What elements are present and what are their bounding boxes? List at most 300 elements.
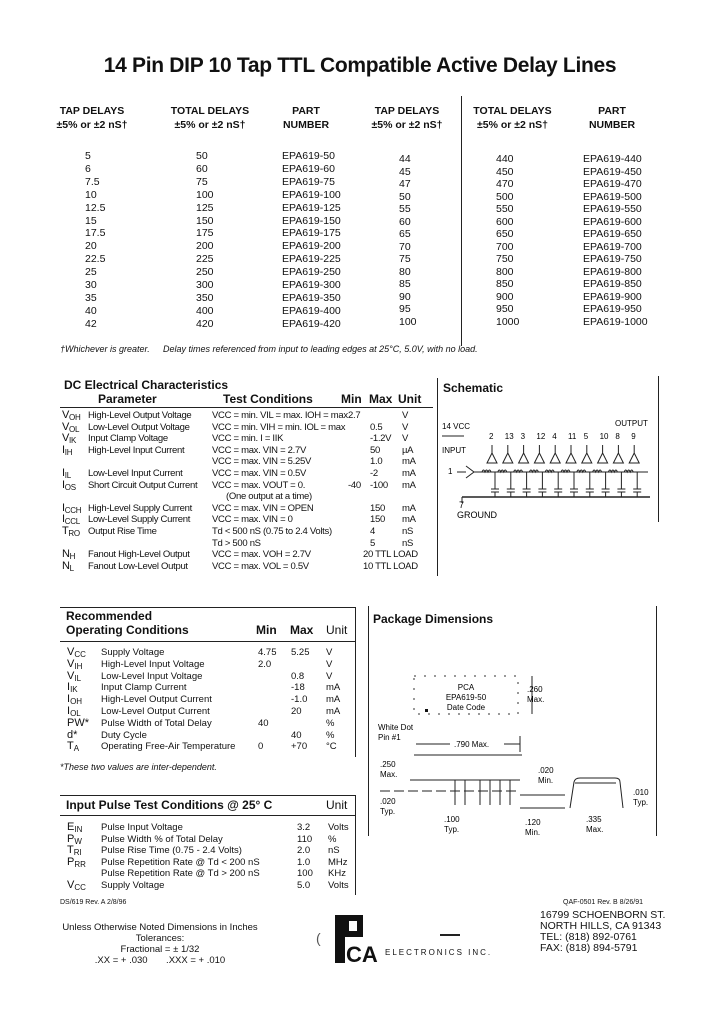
dc-parameter: High-Level Input Current: [88, 444, 185, 456]
part-number: EPA619-700: [583, 240, 642, 253]
pulse-unit: nS: [328, 845, 340, 856]
pulse-value: 5.0: [297, 879, 311, 891]
total-delay: 470: [496, 178, 514, 190]
symbol: [67, 844, 82, 856]
total-delay: 420: [196, 317, 214, 330]
symbol-base: T: [67, 844, 74, 856]
pulse-symbol: [67, 845, 82, 856]
symbol-base: N: [62, 548, 70, 561]
roc-right-rule: [355, 607, 356, 757]
roc-unit: %: [326, 729, 335, 741]
roc-symbol: [67, 706, 81, 717]
pulse-symbol: [67, 857, 86, 868]
dc-test-condition: VCC = max. VOUT = 0.: [212, 479, 306, 491]
height-value: .260: [527, 685, 543, 694]
symbol-base: V: [62, 420, 70, 433]
roc-unit: mA: [326, 706, 341, 717]
pulse-unit: MHz: [328, 856, 348, 868]
part-number: EPA619-400: [282, 304, 341, 317]
tap-delay: 7.5: [85, 175, 100, 188]
lead-width-label: Typ.: [380, 807, 396, 816]
header-part-number-2: [572, 104, 652, 132]
dc-unit: V: [402, 433, 409, 445]
dc-max: 20 TTL LOAD: [363, 549, 418, 561]
pulse-row: [60, 868, 355, 879]
lead-thickness-value: .010: [633, 788, 649, 797]
dc-test-condition: VCC = max. VIN = OPEN: [212, 502, 314, 514]
dc-row: [60, 561, 440, 572]
dc-max: 5: [370, 537, 375, 549]
dc-symbol: [62, 480, 76, 491]
part-number: EPA619-125: [282, 201, 341, 214]
symbol: [67, 740, 79, 752]
symbol-subscript: OS: [64, 482, 76, 492]
dc-row: [60, 445, 440, 456]
dc-unit: mA: [402, 514, 416, 526]
total-delay: 550: [496, 203, 514, 215]
ground-pin-label: 7: [459, 500, 465, 510]
roc-row: [60, 659, 355, 670]
roc-row: [60, 706, 355, 717]
total-delay: 75: [196, 175, 208, 188]
roc-parameter: Input Clamp Current: [101, 682, 187, 694]
total-delay: 50: [196, 150, 208, 162]
lead-thickness-label: Typ.: [633, 798, 649, 807]
total-delay: 400: [196, 304, 214, 317]
pulse-row: [60, 857, 355, 868]
dc-max: -2: [370, 468, 378, 479]
symbol-subscript: IK: [70, 685, 78, 695]
roc-row: [60, 694, 355, 705]
roc-footnote: *These two values are inter-dependent.: [60, 762, 217, 772]
symbol-subscript: RO: [68, 529, 80, 538]
symbol-subscript: IK: [69, 436, 77, 446]
roc-max: 20: [291, 706, 302, 717]
roc-row: [60, 741, 355, 752]
part-number: EPA619-800: [583, 265, 642, 278]
roc-min: 0: [258, 741, 264, 753]
symbol-base: T: [62, 525, 69, 537]
header-line: TOTAL DELAYS: [473, 105, 552, 117]
table-divider: [461, 96, 462, 346]
symbol: [67, 729, 77, 741]
dc-header-rule: [60, 407, 433, 408]
roc-symbol: [67, 718, 89, 729]
dc-row: [60, 526, 440, 537]
header-total-delays: [165, 104, 255, 132]
pulse-row: [60, 845, 355, 856]
pulse-value: 3.2: [297, 822, 311, 833]
symbol-base: I: [62, 478, 65, 491]
total-delay: 60: [196, 162, 208, 175]
pitch-label: Typ.: [444, 825, 460, 834]
part-number: EPA619-1000: [583, 315, 648, 328]
roc-row: [60, 730, 355, 741]
pulse-parameter: Pulse Repetition Rate @ Td > 200 nS: [101, 868, 260, 879]
tap-pin-label: 8: [615, 432, 620, 441]
company-name: ELECTRONICS INC.: [385, 948, 493, 957]
dc-symbol: [62, 445, 72, 456]
tap-delay: 40: [85, 304, 97, 317]
tap-pin-label: 2: [489, 432, 494, 441]
symbol: [67, 646, 86, 658]
roc-unit: V: [326, 658, 333, 670]
pulse-parameter: Pulse Repetition Rate @ Td < 200 nS: [101, 856, 260, 868]
header-line: TAP DELAYS: [374, 105, 440, 117]
roc-parameter: High-Level Output Current: [101, 694, 212, 706]
footnote-delay-reference: Delay times referenced from input to leading edges at 25°C, 5.0V, with no load.: [163, 344, 478, 354]
roc-top-rule: [60, 607, 356, 608]
tap-pin-label: 10: [599, 432, 609, 441]
tap-delay: 85: [399, 278, 411, 290]
dc-row: [60, 538, 440, 549]
marking-date-code: Date Code: [446, 703, 486, 712]
symbol-base: V: [67, 878, 75, 891]
roc-min: 4.75: [258, 647, 277, 658]
tap-pin-label: 9: [631, 432, 636, 441]
tolerances-note: [60, 922, 260, 966]
symbol: [67, 821, 82, 833]
symbol: [67, 681, 78, 693]
pulse-row: [60, 880, 355, 891]
part-number: EPA619-420: [282, 317, 341, 330]
pulse-symbol: [67, 834, 82, 845]
dc-parameter: Input Clamp Voltage: [88, 433, 168, 445]
roc-unit: V: [326, 670, 333, 682]
roc-unit: mA: [326, 682, 341, 694]
header-line: NUMBER: [282, 119, 330, 131]
symbol: [62, 502, 81, 514]
dc-parameter: Fanout Low-Level Output: [88, 560, 188, 572]
dc-symbol: [62, 526, 80, 537]
tap-delay: 44: [399, 153, 411, 165]
symbol: [62, 444, 72, 456]
tap-delay: 95: [399, 303, 411, 315]
tap-delay: 5: [85, 150, 91, 162]
logo-arc: (: [316, 930, 321, 946]
total-delay: 600: [496, 215, 514, 228]
dc-test-condition: VCC = max. VOL = 0.5V: [212, 560, 309, 572]
roc-symbol: [67, 694, 82, 705]
length-value: .790 Max.: [454, 740, 490, 749]
total-delay: 900: [496, 290, 514, 303]
roc-symbol: [67, 730, 77, 741]
symbol: [67, 658, 82, 670]
symbol-base: P: [67, 832, 75, 845]
part-number: EPA619-100: [282, 188, 341, 201]
symbol-subscript: A: [73, 744, 80, 754]
roc-header-unit: Unit: [326, 623, 348, 637]
part-number: EPA619-75: [282, 175, 335, 188]
dc-title: DC Electrical Characteristics: [64, 378, 229, 392]
header-tap-delays-2: [362, 104, 452, 132]
header-line: ±5% or ±2 nS†: [476, 119, 549, 131]
header-line: ±5% or ±2 nS†: [174, 119, 246, 131]
tap-delay: 90: [399, 290, 411, 303]
dc-row: [60, 503, 440, 514]
total-delay: 440: [496, 153, 514, 165]
part-number: EPA619-450: [583, 165, 642, 178]
total-delay: 950: [496, 303, 514, 315]
roc-unit: V: [326, 647, 333, 658]
roc-parameter: Pulse Width of Total Delay: [101, 717, 212, 729]
symbol: [67, 717, 89, 729]
dc-symbol: [62, 503, 81, 514]
dc-test-condition: VCC = max. VIN = 5.25V: [212, 456, 311, 468]
tolerances-line: Fractional = ± 1/32: [120, 944, 200, 955]
dc-parameter: High-Level Supply Current: [88, 502, 192, 514]
dc-unit: mA: [402, 479, 416, 491]
dc-unit: mA: [402, 468, 416, 479]
symbol-base: V: [62, 432, 70, 445]
total-delay: 125: [196, 201, 214, 214]
width-label: Max.: [586, 825, 604, 834]
pulse-title: Input Pulse Test Conditions @ 25° C: [66, 798, 273, 812]
package-right-rule: [656, 606, 657, 836]
symbol-subscript: CC: [74, 882, 86, 892]
pulse-top-rule: [60, 795, 356, 796]
roc-header-rule: [60, 641, 356, 642]
tap-delay: 22.5: [85, 253, 106, 266]
tap-delay: 80: [399, 265, 411, 278]
tap-pin-label: 4: [552, 432, 557, 441]
symbol: [62, 409, 80, 421]
symbol-base: E: [67, 821, 75, 833]
symbol-subscript: OL: [70, 709, 81, 718]
total-delay: 850: [496, 278, 514, 290]
dc-max: 50: [370, 444, 380, 456]
pulse-value: 110: [297, 833, 313, 845]
roc-parameter: Low-Level Input Voltage: [101, 670, 203, 682]
tap-delay: 65: [399, 228, 411, 240]
pulse-header-rule: [60, 815, 356, 816]
symbol-subscript: H: [69, 552, 76, 562]
total-delay: 1000: [496, 315, 520, 328]
part-number: EPA619-50: [282, 150, 335, 162]
dc-unit: V: [402, 410, 409, 421]
dc-unit: mA: [402, 456, 416, 468]
footnote-whichever: †Whichever is greater.: [60, 344, 150, 354]
total-delay: 350: [196, 291, 214, 304]
package-left-rule: [368, 606, 369, 836]
roc-row: [60, 671, 355, 682]
page-title: 14 Pin DIP 10 Tap TTL Compatible Active Delay Lines: [103, 54, 617, 77]
pulse-header-unit: Unit: [326, 798, 348, 812]
symbol: [67, 705, 81, 717]
dc-header-min: Min: [341, 392, 362, 406]
roc-row: [60, 718, 355, 729]
part-number: EPA619-225: [282, 253, 341, 266]
roc-parameter: High-Level Input Voltage: [101, 658, 205, 670]
dc-row: [60, 514, 440, 525]
symbol: [62, 432, 76, 444]
company-address: [540, 910, 665, 954]
roc-symbol: [67, 671, 81, 682]
roc-max: -1.0: [291, 694, 308, 706]
dc-min: 2.7: [348, 410, 361, 421]
header-line: TOTAL DELAYS: [170, 105, 250, 117]
dc-test-condition: Td > 500 nS: [212, 537, 261, 549]
part-number: EPA619-440: [583, 153, 642, 165]
symbol: [62, 525, 80, 537]
roc-max: 0.8: [291, 670, 305, 682]
tolerances-line: .XX = + .030 .XXX = + .010: [94, 955, 226, 966]
doc-number-left: DS/619 Rev. A 2/8/96: [60, 899, 127, 906]
dc-max: 10 TTL LOAD: [363, 560, 418, 572]
roc-symbol: [67, 682, 78, 693]
part-number: EPA619-300: [282, 279, 341, 291]
part-number: EPA619-550: [583, 203, 642, 215]
tap-delay: 17.5: [85, 227, 106, 240]
dc-header-max: Max: [369, 392, 393, 406]
symbol: [67, 856, 86, 868]
tap-delay: 70: [399, 240, 411, 253]
vcc-label: 14 VCC: [442, 422, 471, 431]
roc-unit: °C: [326, 741, 337, 753]
tap-delay: 45: [399, 165, 411, 178]
part-number: EPA619-250: [282, 266, 341, 279]
pulse-symbol: [67, 880, 86, 891]
pulse-value: 1.0: [297, 856, 311, 868]
tap-pin-label: 3: [520, 432, 526, 441]
lead-width-value: .020: [380, 797, 396, 806]
roc-title-2: Operating Conditions: [66, 623, 189, 637]
total-delay: 700: [496, 240, 514, 253]
symbol-subscript: OH: [70, 697, 83, 707]
schematic-right-rule: [658, 376, 659, 522]
dc-parameter: Short Circuit Output Current: [88, 479, 198, 491]
dc-parameter: Low-Level Supply Current: [88, 514, 191, 526]
svg-text:CA: CA: [346, 942, 378, 963]
symbol-base: I: [67, 681, 71, 694]
lead-length-value: .120: [525, 818, 541, 827]
roc-unit: mA: [326, 694, 341, 706]
roc-unit: %: [326, 717, 335, 729]
symbol-base: I: [62, 513, 65, 526]
part-number: EPA619-600: [583, 215, 642, 228]
symbol-subscript: L: [69, 563, 74, 573]
symbol-subscript: IH: [74, 661, 83, 671]
dc-test-condition: VCC = min. VIL = max. IOH = max: [212, 410, 348, 421]
total-delay: 200: [196, 240, 214, 253]
package-title: Package Dimensions: [373, 612, 494, 626]
dc-max: 0.5: [370, 421, 383, 433]
telephone: TEL: (818) 892-0761: [540, 931, 637, 943]
pulse-parameter: Pulse Width % of Total Delay: [101, 833, 223, 845]
part-number: EPA619-175: [282, 227, 341, 240]
dc-test-condition: VCC = min. I = IIK: [212, 433, 284, 445]
roc-max: 5.25: [291, 647, 310, 658]
logo-bar: [440, 934, 460, 936]
dc-row: [60, 480, 440, 491]
dc-test-condition: VCC = max. VOH = 2.7V: [212, 549, 311, 561]
dc-unit: µA: [402, 444, 414, 456]
symbol-subscript: IH: [64, 447, 73, 457]
header-total-delays-2: [465, 104, 560, 132]
symbol-subscript: IL: [74, 673, 82, 683]
dc-parameter: Low-Level Input Current: [88, 468, 183, 479]
dc-unit: V: [402, 421, 409, 433]
roc-min: 40: [258, 717, 269, 729]
dc-symbol: [62, 549, 75, 560]
total-delay: 800: [496, 265, 514, 278]
pulse-row: [60, 834, 355, 845]
tap-delay: 55: [399, 203, 411, 215]
header-line: ±5% or ±2 nS†: [371, 119, 443, 131]
tap-delay: 50: [399, 190, 411, 203]
symbol-base: d*: [67, 728, 78, 741]
symbol-base: I: [62, 467, 65, 479]
part-number: EPA619-470: [583, 178, 642, 190]
roc-title-1: Recommended: [66, 609, 153, 623]
dc-max: -1.2V: [370, 433, 392, 445]
roc-row: [60, 647, 355, 658]
dc-row: [60, 433, 440, 444]
tap-pin-label: 13: [504, 432, 514, 441]
symbol-base: I: [62, 501, 65, 514]
dc-row: [60, 491, 440, 502]
package-leads: [455, 780, 510, 805]
part-number: EPA619-650: [583, 228, 642, 240]
symbol: [62, 467, 71, 479]
part-number: EPA619-350: [282, 291, 341, 304]
tolerances-line: Tolerances:: [135, 933, 185, 944]
roc-symbol: [67, 647, 86, 658]
part-number: EPA619-850: [583, 278, 642, 290]
tap-delay: 35: [85, 291, 97, 304]
pulse-parameter: Supply Voltage: [101, 879, 165, 891]
symbol-subscript: RI: [73, 848, 82, 857]
symbol-subscript: CCH: [64, 505, 82, 515]
roc-parameter: Low-Level Output Current: [101, 706, 210, 717]
symbol-base: I: [62, 443, 65, 456]
dc-test-condition: VCC = min. VIH = min. IOL = max: [212, 421, 346, 433]
standoff-value: .020: [538, 766, 554, 775]
pulse-parameter: Pulse Input Voltage: [101, 822, 183, 833]
schematic-title: Schematic: [443, 381, 504, 395]
dc-max: 150: [370, 514, 385, 526]
roc-parameter: Operating Free-Air Temperature: [101, 741, 236, 753]
part-number: EPA619-750: [583, 253, 642, 265]
tap-pin-label: 12: [536, 432, 546, 441]
pulse-unit: Volts: [328, 879, 349, 891]
tap-delay: 20: [85, 240, 97, 253]
dc-max: 1.0: [370, 456, 383, 468]
dc-row: [60, 410, 440, 421]
symbol-subscript: OH: [69, 413, 81, 422]
symbol-subscript: IN: [74, 825, 83, 834]
symbol: [67, 693, 82, 705]
total-delay: 750: [496, 253, 514, 265]
dc-unit: nS: [402, 526, 414, 537]
dc-max: 4: [370, 526, 375, 537]
output-label: OUTPUT: [615, 419, 648, 428]
dc-max: 150: [370, 502, 385, 514]
body-height-value: .250: [380, 760, 396, 769]
symbol-base: N: [62, 559, 70, 572]
header-tap-delays: [52, 104, 132, 132]
pulse-right-rule: [355, 795, 356, 895]
symbol: [62, 513, 80, 525]
symbol-base: P: [67, 855, 75, 868]
dc-row: [60, 422, 440, 433]
dc-header-unit: Unit: [398, 392, 422, 406]
dc-unit: nS: [402, 537, 414, 549]
symbol: [62, 548, 75, 560]
header-line: PART: [598, 105, 626, 117]
header-line: TAP DELAYS: [59, 105, 125, 117]
ground-label: GROUND: [457, 510, 497, 520]
